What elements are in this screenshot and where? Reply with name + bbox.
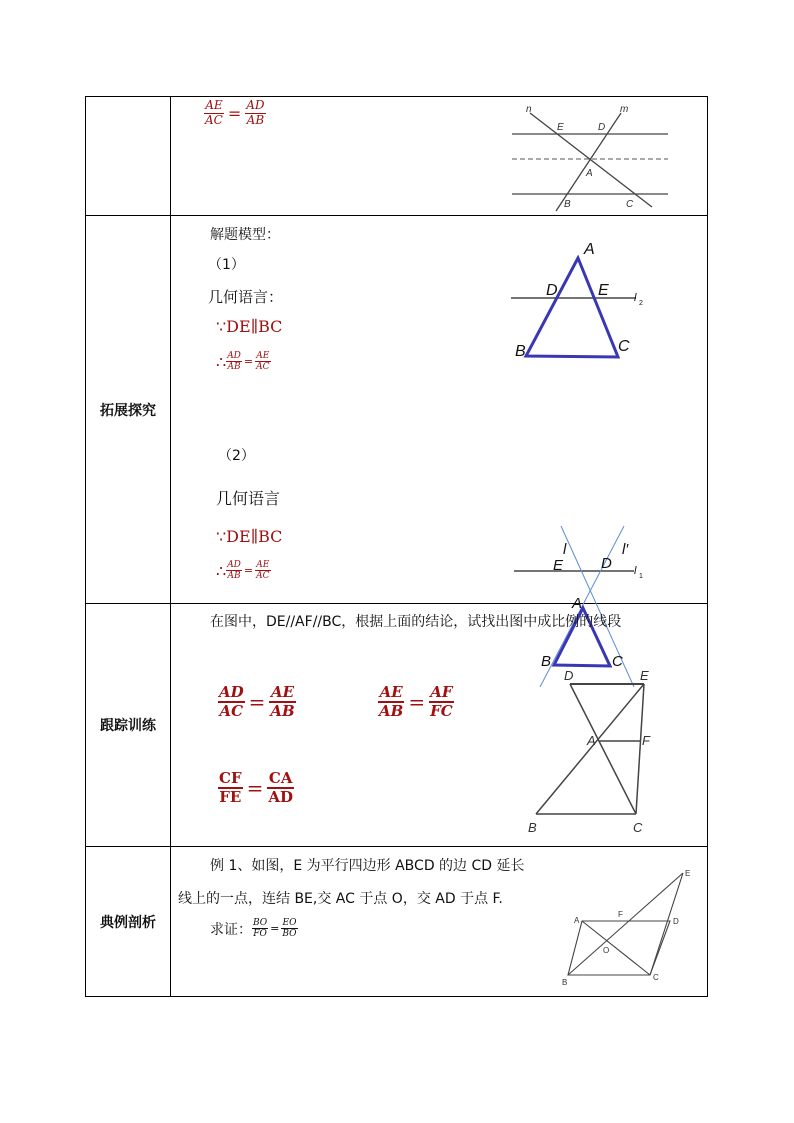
figure-label: D [598,122,606,133]
figure-label: C [633,820,643,835]
formula-cf-fe: $\frac{CF}{FE}$ = $\frac{CA}{AD}$ [219,769,294,806]
figure-label: l [563,541,567,558]
figure-label: D [546,282,558,299]
fraction: $\frac{AD}{AB}$ [227,351,241,373]
fraction: $\frac{AF}{FC}$ [430,683,453,720]
parallel-lines-figure [506,99,676,215]
figure-label: 1 [639,573,643,580]
fraction: $\frac{AE}{AC}$ [205,98,223,127]
figure-label: E [640,668,649,683]
figure-label: F [618,910,623,919]
formula-ad-ac: $\frac{AD}{AC}$ = $\frac{AE}{AB}$ [219,683,295,720]
fraction: $\frac{AE}{AC}$ [256,351,270,373]
figure-label: E [685,869,691,878]
table-row-4 [86,847,707,996]
figure-label: C [653,973,659,982]
row-label-1 [86,97,171,215]
case1-title: 几何语言： [208,288,284,306]
figure-label: C [626,199,634,210]
formula-ae-ac: $\frac{AE}{AC}$ = $\frac{AD}{AB}$ [205,98,265,127]
figure-label: 2 [639,300,643,307]
figure-label: l′ [622,541,629,558]
figure-label: m [620,104,629,115]
fraction: $\frac{AE}{AC}$ [256,560,270,582]
figure-label: O [603,946,610,955]
figure-label: C [618,338,630,355]
row-label-2: 拓展探究 [86,216,171,603]
figure-label: C [612,653,623,670]
table-row-3 [86,604,707,847]
fraction: $\frac{AD}{AB}$ [227,560,241,582]
figure-label: B [515,343,526,360]
figure-label: E [598,282,609,299]
table-row-1 [86,97,707,216]
fraction: $\frac{AE}{AB}$ [379,683,404,720]
fraction: $\frac{AD}{AC}$ [219,683,244,720]
training-prompt: 在图中，DE//AF//BC，根据上面的结论，试找出图中成比例的线段 [210,614,622,630]
figure-label: D [564,668,574,683]
figure-label: A [584,241,595,258]
figure-label: n [526,104,532,115]
fraction: $\frac{CF}{FE}$ [219,769,242,806]
fraction: $\frac{BO}{FO}$ [253,918,268,940]
fraction: $\frac{CA}{AD}$ [268,769,294,806]
triangle-figure-1 [506,236,656,371]
row-label-3: 跟踪训练 [86,604,171,846]
figure-label: A [587,733,596,748]
figure-label: A [586,168,593,179]
lesson-table [85,96,708,997]
case2-title: 几何语言 [216,489,281,508]
case1-therefore: ∴ $\frac{AD}{AB}$ = $\frac{AE}{AC}$ [216,351,270,373]
figure-label: B [564,199,571,210]
figure-label: B [528,820,537,835]
prove-statement: 求证： $\frac{BO}{FO}$ = $\frac{EO}{BO}$ [210,918,297,940]
case2-because: ∵DE∥BC [216,527,283,546]
model-intro: 解题模型： [210,227,280,243]
figure-label: l [634,292,637,304]
figure-label: D [601,555,612,572]
figure-label: E [557,122,564,133]
row-label-4: 典例剖析 [86,847,171,996]
figure-label: A [574,916,580,925]
figure-label: l [634,565,637,577]
fraction: $\frac{EO}{BO}$ [282,918,297,940]
fraction: $\frac{AE}{AB}$ [270,683,295,720]
figure-label: E [553,557,564,574]
figure-label: F [642,733,650,748]
example-line-1: 例 1、如图，E 为平行四边形 ABCD 的边 CD 延长 [210,858,525,874]
example-line-2: 线上的一点，连结 BE,交 AC 于点 O，交 AD 于点 F. [178,891,503,907]
parallelogram-figure [556,865,696,995]
figure-label: A [572,595,583,612]
formula-ae-ab: $\frac{AE}{AB}$ = $\frac{AF}{FC}$ [379,683,453,720]
hourglass-figure [526,664,676,839]
case1-because: ∵DE∥BC [216,317,283,336]
figure-label: B [562,978,568,987]
figure-label: D [673,917,679,926]
figure-label: B [541,653,552,670]
case1-number: （1） [208,257,245,273]
case2-therefore: ∴ $\frac{AD}{AB}$ = $\frac{AE}{AC}$ [216,560,270,582]
fraction: $\frac{AD}{AB}$ [246,98,265,127]
case2-number: （2） [218,448,255,464]
